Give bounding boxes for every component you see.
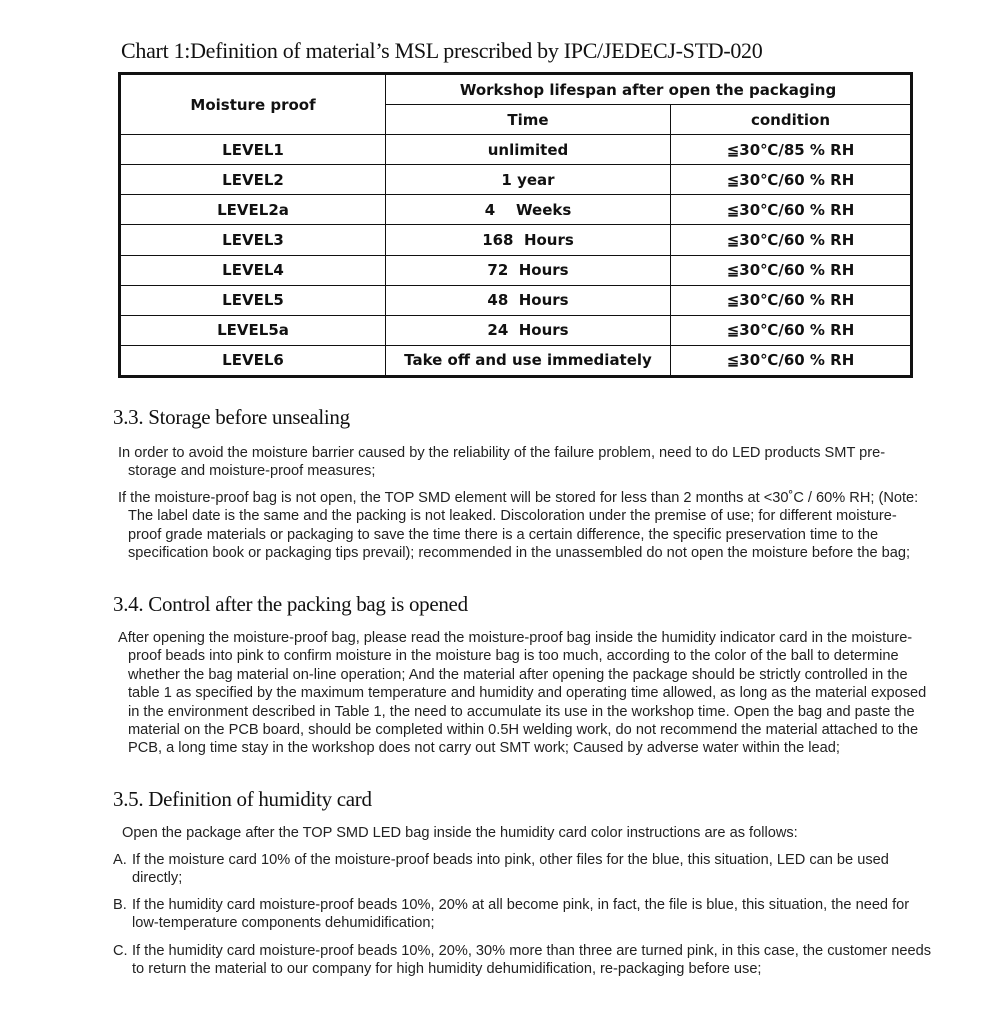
section-heading-humidity-card: 3.5. Definition of humidity card: [113, 787, 372, 811]
header-time: Time: [386, 105, 671, 135]
header-workshop-lifespan: Workshop lifespan after open the packaging: [386, 74, 912, 105]
list-item-text: If the humidity card moisture-proof beads 10%, 20% at all become pink, in fact, the file is blue, this situation, the need for low-temperature components dehumidification;: [132, 897, 910, 932]
cell-level: LEVEL2a: [120, 195, 386, 225]
paragraph-humidity-intro: Open the package after the TOP SMD LED bag inside the humidity card color instructions are as follows:: [122, 825, 798, 841]
cell-level: LEVEL5a: [120, 315, 386, 345]
list-item: [113, 942, 933, 979]
chart-title: Chart 1:Definition of material’s MSL prescribed by IPC/JEDECJ-STD-020: [121, 38, 763, 63]
table-row: [120, 315, 912, 345]
header-condition: condition: [671, 105, 912, 135]
cell-time: Take off and use immediately: [386, 345, 671, 376]
list-marker: B.: [113, 897, 127, 913]
list-item: [113, 851, 933, 888]
cell-time: 48 Hours: [386, 285, 671, 315]
cell-time: 168 Hours: [386, 225, 671, 255]
list-item-text: If the moisture card 10% of the moisture-proof beads into pink, other files for the blue, this situation, LED can be used directly;: [132, 852, 889, 887]
section-heading-control: 3.4. Control after the packing bag is opened: [113, 592, 468, 616]
list-marker: A.: [113, 852, 127, 868]
cell-condition: ≦30℃/60 % RH: [671, 195, 912, 225]
cell-level: LEVEL6: [120, 345, 386, 376]
section-heading-storage: 3.3. Storage before unsealing: [113, 405, 350, 429]
cell-level: LEVEL5: [120, 285, 386, 315]
paragraph-storage-intro: In order to avoid the moisture barrier caused by the reliability of the failure problem, need to do LED products SMT pre-storage and moisture-proof measures;: [118, 445, 886, 480]
list-marker: C.: [113, 943, 128, 959]
cell-condition: ≦30℃/60 % RH: [671, 225, 912, 255]
cell-condition: ≦30℃/85 % RH: [671, 135, 912, 165]
cell-condition: ≦30℃/60 % RH: [671, 165, 912, 195]
table-row: [120, 345, 912, 376]
msl-table: [118, 72, 913, 378]
paragraph-storage-details: If the moisture-proof bag is not open, the TOP SMD element will be stored for less than 2 months at <30˚C / 60% RH; (Note: The label date is the same and the packing is not leaked. Discoloration under the premise of use; for different moisture-proof grade materials or packaging to save the time there is a certain difference, the specific preservation time to the specification book or packaging tips prevail); recommended in the unassembled do not open the moisture before the bag;: [118, 490, 919, 562]
cell-level: LEVEL2: [120, 165, 386, 195]
table-row: [120, 285, 912, 315]
list-item: [113, 896, 933, 933]
header-moisture-proof: Moisture proof: [120, 74, 386, 135]
cell-level: LEVEL4: [120, 255, 386, 285]
table-row: [120, 225, 912, 255]
table-row: [120, 195, 912, 225]
table-header-row: [120, 74, 912, 105]
cell-level: LEVEL1: [120, 135, 386, 165]
cell-time: 1 year: [386, 165, 671, 195]
cell-time: 4 Weeks: [386, 195, 671, 225]
cell-condition: ≦30℃/60 % RH: [671, 285, 912, 315]
cell-condition: ≦30℃/60 % RH: [671, 345, 912, 376]
paragraph-control-details: After opening the moisture-proof bag, please read the moisture-proof bag inside the humidity indicator card in the moisture-proof beads into pink to confirm moisture in the moisture bag is too much, according to the color of the ball to determine whether the bag material on-line operation; And the material after opening the package should be strictly controlled in the table 1 as specified by the maximum temperature and humidity and operating time allowed, as long as the material exposed in the environment described in Table 1, the need to accumulate its use in the workshop time. Open the bag and paste the material on the PCB board, should be completed within 0.5H welding work, do not recommend the material attached to the PCB, a long time stay in the workshop does not carry out SMT work; Caused by adverse water within the lead;: [118, 630, 927, 757]
cell-time: 24 Hours: [386, 315, 671, 345]
cell-time: unlimited: [386, 135, 671, 165]
table-row: [120, 135, 912, 165]
cell-condition: ≦30℃/60 % RH: [671, 255, 912, 285]
table-row: [120, 255, 912, 285]
list-item-text: If the humidity card moisture-proof beads 10%, 20%, 30% more than three are turned pink, in this case, the customer needs to return the material to our company for high humidity dehumidification, re-packaging before use;: [132, 943, 932, 978]
cell-condition: ≦30℃/60 % RH: [671, 315, 912, 345]
table-row: [120, 165, 912, 195]
cell-time: 72 Hours: [386, 255, 671, 285]
cell-level: LEVEL3: [120, 225, 386, 255]
